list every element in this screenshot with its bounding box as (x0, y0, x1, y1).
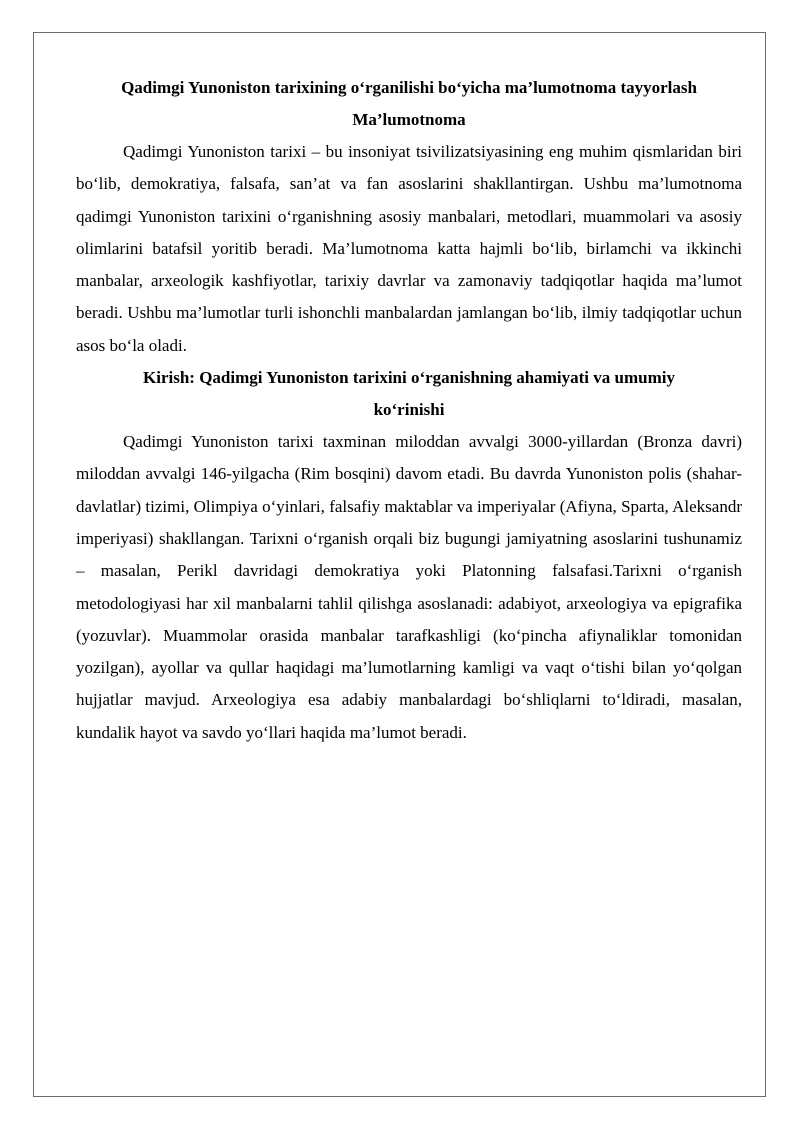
section-heading-continued: ko‘rinishi (373, 400, 445, 420)
document-title: Qadimgi Yunoniston tarixining o‘rganilishi bo‘yicha ma’lumotnoma tayyorlash (121, 78, 697, 97)
section-paragraph: Qadimgi Yunoniston tarixi taxminan miloddan avvalgi 3000-yillardan (Bronza davri) miloddan avvalgi 146-yilgacha (Rim bosqini) davom etadi. Bu davrda Yunoniston polis (shahar-davlatlar) tizimi, Olimpiya o‘yinlari, falsafiy maktablar va imperiyalar (Afiyna, Sparta, Aleksandr imperiyasi) shakllangan. Tarixni o‘rganish orqali biz bugungi jamiyatning asoslarini tushunamiz – masalan, Perikl davridagi demokratiya yoki Platonning falsafasi.Tarixni o‘rganish metodologiyasi har xil manbalarni tahlil qilishga asoslanadi: adabiyot, arxeologiya va epigrafika (yozuvlar). Muammolar orasida manbalar tarafkashligi (ko‘pincha afiynaliklar tomonidan yozilgan), ayollar va qullar haqidagi ma’lumotlarning kamligi va vaqt o‘tishi bilan yo‘qolgan hujjatlar mavjud. Arxeologiya esa adabiy manbalardagi bo‘shliqlarni to‘ldiradi, masalan, kundalik hayot va savdo yo‘llari haqida ma’lumot beradi. (76, 432, 742, 742)
intro-paragraph: Qadimgi Yunoniston tarixi – bu insoniyat tsivilizatsiyasining eng muhim qismlaridan biri bo‘lib, demokratiya, falsafa, san’at va fan asoslarini shakllantirgan. Ushbu ma’lumotnoma qadimgi Yunoniston tarixini o‘rganishning asosiy manbalari, metodlari, muammolari va asosiy olimlarini batafsil yoritib beradi. Ma’lumotnoma katta hajmli bo‘lib, birlamchi va ikkinchi manbalar, arxeologik kashfiyotlar, tarixiy davrlar va zamonaviy tadqiqotlar haqida ma’lumot beradi. Ushbu ma’lumotlar turli ishonchli manbalardan jamlangan bo‘lib, ilmiy tadqiqotlar uchun asos bo‘la oladi. (76, 142, 742, 355)
section-heading: Kirish: Qadimgi Yunoniston tarixini o‘rganishning ahamiyati va umumiy (143, 368, 675, 388)
document-body (76, 72, 742, 749)
document-subtitle: Ma’lumotnoma (352, 110, 466, 129)
